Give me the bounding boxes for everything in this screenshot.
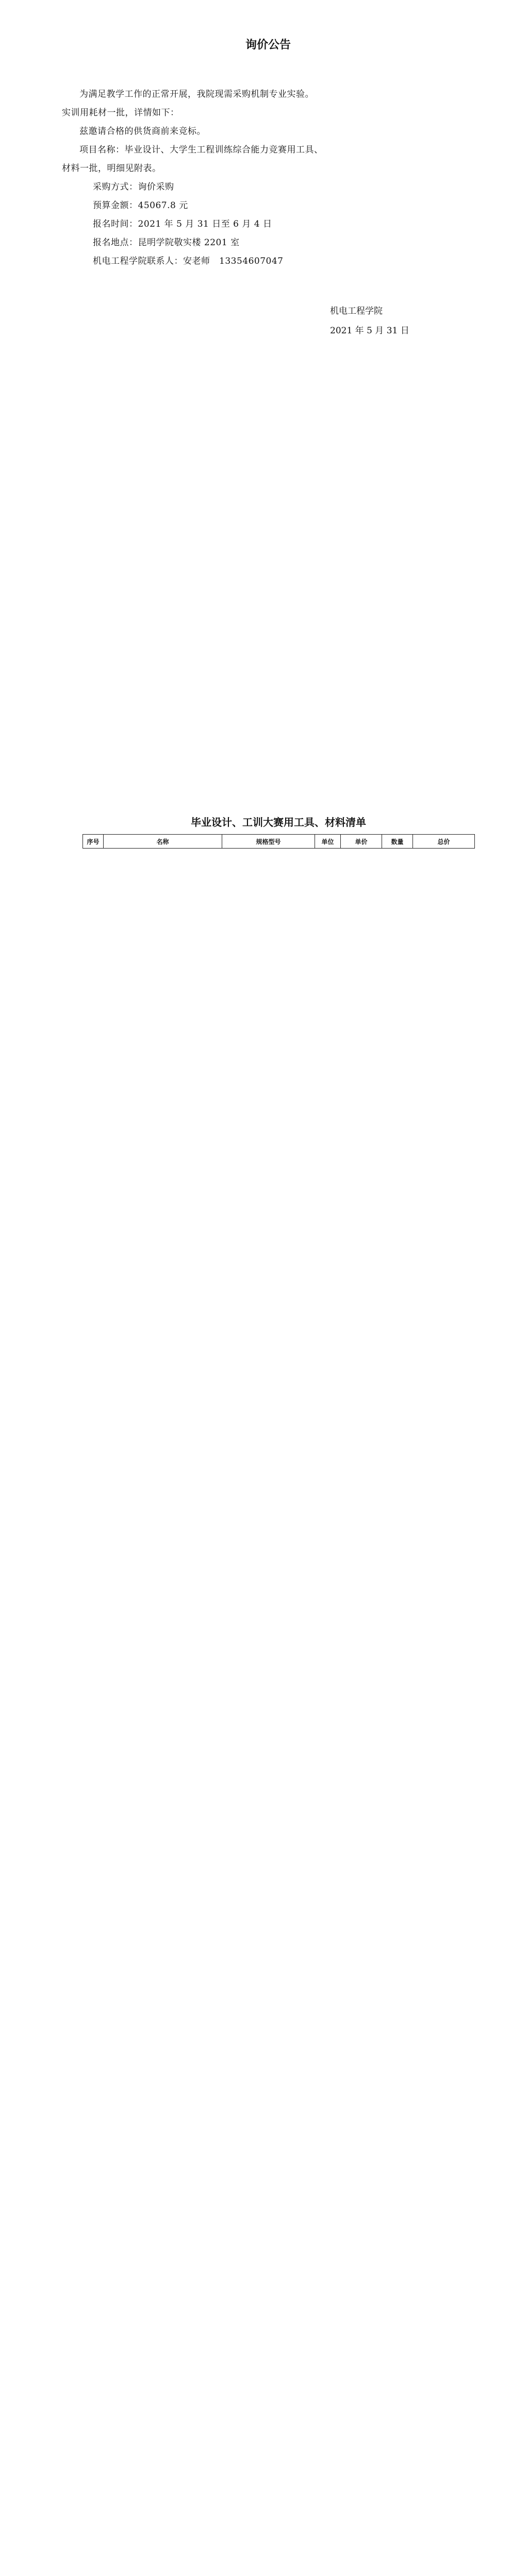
notice-paragraph: 机电工程学院联系人：安老师 13354607047: [93, 256, 284, 266]
column-header: 数量: [382, 835, 413, 849]
notice-paragraph: 实训用耗材一批，详情如下：: [62, 108, 179, 118]
notice-paragraph: 为满足教学工作的正常开展，我院现需采购机制专业实验。: [79, 89, 314, 99]
inquiry-notice: [62, 36, 474, 341]
notice-paragraph: 报名时间：2021 年 5 月 31 日至 6 月 4 日: [93, 219, 272, 229]
notice-signature: [330, 301, 474, 341]
notice-paragraph: 材料一批，明细见附表。: [62, 163, 161, 174]
notice-paragraph: 采购方式：询价采购: [93, 182, 174, 192]
notice-paragraph: 项目名称：毕业设计、大学生工程训练综合能力竞赛用工具、: [79, 145, 323, 155]
column-header: 序号: [83, 835, 104, 849]
signature-date: 2021 年 5 月 31 日: [330, 326, 409, 336]
column-header: 规格型号: [222, 835, 315, 849]
material-table: [82, 834, 475, 849]
column-header: 单位: [315, 835, 341, 849]
material-list-sheet-1: [82, 814, 474, 849]
notice-paragraph: 兹邀请合格的供货商前来竞标。: [79, 126, 206, 137]
table-header-row: [83, 835, 475, 849]
column-header: 单价: [341, 835, 382, 849]
notice-paragraph: 预算金额：45067.8 元: [93, 200, 188, 211]
column-header: 总价: [413, 835, 475, 849]
notice-paragraph: 报名地点：昆明学院敬实楼 2201 室: [93, 238, 240, 248]
notice-title: 询价公告: [245, 39, 291, 52]
sheet-title: 毕业设计、工训大赛用工具、材料清单: [191, 816, 366, 828]
signature-department: 机电工程学院: [330, 306, 383, 316]
column-header: 名称: [104, 835, 222, 849]
